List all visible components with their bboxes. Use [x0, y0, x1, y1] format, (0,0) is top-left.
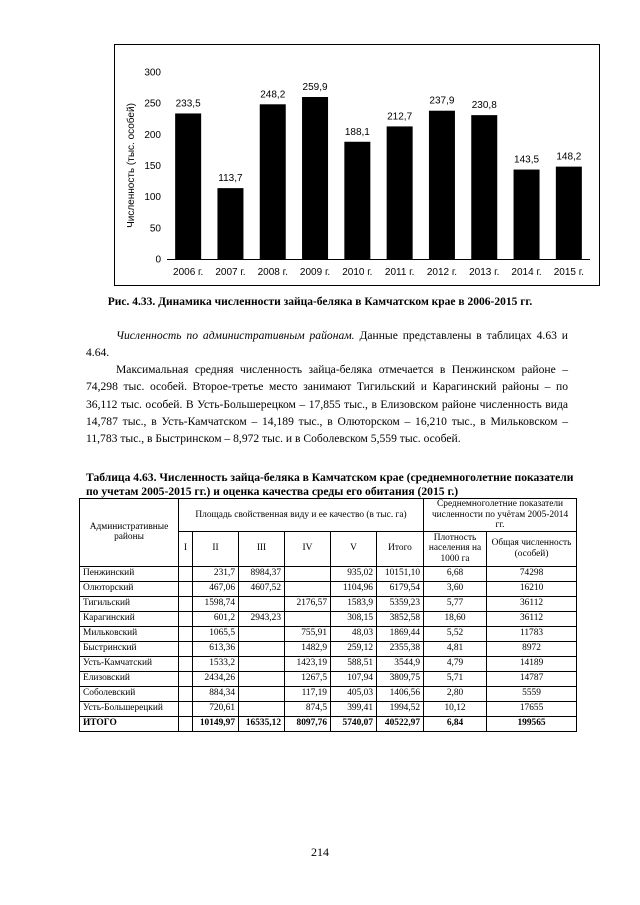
- district-name-cell: Тигильский: [80, 596, 179, 611]
- table-cell: 3809,75: [377, 671, 424, 686]
- table-cell: 17655: [487, 701, 577, 716]
- district-name-cell: Усть-Камчатский: [80, 656, 179, 671]
- table-cell: 1406,56: [377, 686, 424, 701]
- table-cell: 14787: [487, 671, 577, 686]
- table-cell: 74298: [487, 566, 577, 581]
- y-tick-label: 0: [155, 254, 161, 266]
- table-cell: [179, 686, 193, 701]
- table-cell: 1267,5: [285, 671, 331, 686]
- table-cell: [179, 611, 193, 626]
- table-cell: 308,15: [331, 611, 377, 626]
- table-cell: [179, 701, 193, 716]
- y-tick-label: 100: [144, 192, 161, 204]
- table-cell: [179, 626, 193, 641]
- table-cell: [239, 701, 285, 716]
- bar-value-label: 237,9: [429, 95, 455, 107]
- district-name-cell: Пенжинский: [80, 566, 179, 581]
- table-cell: [179, 671, 193, 686]
- table-cell: 6,68: [424, 566, 487, 581]
- table-cell: 36112: [487, 596, 577, 611]
- y-tick-label: 150: [144, 161, 161, 172]
- table-cell: 14189: [487, 656, 577, 671]
- bar-2014: [514, 170, 540, 259]
- table-cell: [239, 626, 285, 641]
- table-cell: 11783: [487, 626, 577, 641]
- bar-2010: [344, 142, 370, 259]
- bar-chart: [115, 45, 601, 287]
- table-cell: [179, 581, 193, 596]
- table-cell: 117,19: [285, 686, 331, 701]
- table-cell: 16535,12: [239, 716, 285, 731]
- table-cell: 4607,52: [239, 581, 285, 596]
- table-cell: 1104,96: [331, 581, 377, 596]
- table-cell: 5359,23: [377, 596, 424, 611]
- table-cell: [179, 716, 193, 731]
- table-cell: 1423,19: [285, 656, 331, 671]
- header-col-total: Итого: [377, 531, 424, 566]
- bar-2009: [302, 97, 328, 259]
- table-total-row: [80, 716, 577, 731]
- bar-value-label: 233,5: [175, 98, 201, 110]
- header-col-2: II: [193, 531, 239, 566]
- table-row: [80, 701, 577, 716]
- table-cell: 1994,52: [377, 701, 424, 716]
- x-tick-label: 2009 г.: [299, 267, 331, 278]
- bar-value-label: 113,7: [218, 173, 243, 185]
- table-row: [80, 671, 577, 686]
- district-name-cell: Быстринский: [80, 641, 179, 656]
- table-row: [80, 686, 577, 701]
- table-cell: 755,91: [285, 626, 331, 641]
- header-col-5: V: [331, 531, 377, 566]
- table-cell: 2943,23: [239, 611, 285, 626]
- table-row: [80, 566, 577, 581]
- x-tick-label: 2013 г.: [469, 267, 500, 278]
- header-population-group: Среднемноголетние показатели численности по учётам 2005-2014 гг.: [424, 499, 577, 532]
- table-cell: [239, 671, 285, 686]
- paragraph-2: [86, 361, 568, 447]
- district-name-cell: Елизовский: [80, 671, 179, 686]
- paragraph-2-text: Максимальная средняя численность зайца-беляка отмечается в Пенжинском районе – 74,298 тыс. особей. Второе-третье место занимают Тигильский и Карагинский районы – по 36,112 тыс. особей. В Усть-Большерецком – 17,855 тыс., в Елизовском районе численность вида 14,787 тыс., в Усть-Камчатском – 14,189 тыс., в Олюторском – 16,210 тыс., в Мильковском – 11,783 тыс., в Быстринском – 8,972 тыс. и в Соболевском 5,559 тыс. особей.: [86, 363, 568, 446]
- table-cell: [285, 581, 331, 596]
- table-row: [80, 656, 577, 671]
- table-cell: 613,36: [193, 641, 239, 656]
- table-cell: 5,71: [424, 671, 487, 686]
- y-tick-label: 50: [149, 223, 161, 235]
- district-name-cell: Усть-Большерецкий: [80, 701, 179, 716]
- table-cell: 720,61: [193, 701, 239, 716]
- table-cell: 231,7: [193, 566, 239, 581]
- bar-value-label: 143,5: [514, 154, 540, 166]
- table-cell: 1065,5: [193, 626, 239, 641]
- table-cell: [285, 566, 331, 581]
- table-cell: 884,34: [193, 686, 239, 701]
- table-cell: 1869,44: [377, 626, 424, 641]
- table-cell: 36112: [487, 611, 577, 626]
- bar-2015: [556, 167, 582, 259]
- x-tick-label: 2008 г.: [257, 267, 288, 278]
- table-cell: [179, 656, 193, 671]
- header-density: Плотность населения на 1000 га: [424, 531, 487, 566]
- bar-value-label: 230,8: [471, 100, 497, 112]
- table-cell: 399,41: [331, 701, 377, 716]
- x-tick-label: 2011 г.: [384, 267, 415, 278]
- table-row: [80, 641, 577, 656]
- district-name-cell: Мильковский: [80, 626, 179, 641]
- district-name-cell: Карагинский: [80, 611, 179, 626]
- chart-frame: [114, 44, 600, 286]
- district-name-cell: ИТОГО: [80, 716, 179, 731]
- page-number: 214: [311, 845, 329, 859]
- x-tick-label: 2015 г.: [553, 267, 584, 278]
- table-cell: 1583,9: [331, 596, 377, 611]
- district-name-cell: Олюторский: [80, 581, 179, 596]
- table-cell: 3,60: [424, 581, 487, 596]
- table-cell: 48,03: [331, 626, 377, 641]
- bar-2013: [471, 115, 497, 259]
- y-axis-title: Численность (тыс. особей): [126, 103, 137, 228]
- table-cell: [179, 596, 193, 611]
- bar-2011: [387, 126, 413, 259]
- table-cell: 2355,38: [377, 641, 424, 656]
- bar-value-label: 248,2: [260, 89, 286, 101]
- table-cell: 3544,9: [377, 656, 424, 671]
- table-row: [80, 626, 577, 641]
- table-cell: 2176,57: [285, 596, 331, 611]
- table-cell: 2434,26: [193, 671, 239, 686]
- table-cell: 1533,2: [193, 656, 239, 671]
- table-cell: 5740,07: [331, 716, 377, 731]
- bar-value-label: 188,1: [344, 126, 370, 138]
- table-cell: 405,03: [331, 686, 377, 701]
- y-tick-label: 200: [144, 129, 161, 141]
- y-tick-label: 250: [144, 98, 161, 110]
- x-tick-label: 2006 г.: [173, 267, 204, 278]
- table-cell: 467,06: [193, 581, 239, 596]
- paragraph-1: [86, 327, 568, 362]
- table-cell: 4,81: [424, 641, 487, 656]
- table-cell: 199565: [487, 716, 577, 731]
- header-col-3: III: [239, 531, 285, 566]
- table-title: Таблица 4.63. Численность зайца-беляка в Камчатском крае (среднемноголетние показатели по учетам 2005-2015 гг.) и оценка качества среды его обитания (2015 г.): [86, 471, 574, 498]
- table-row: [80, 581, 577, 596]
- table-row: [80, 611, 577, 626]
- table-cell: [239, 656, 285, 671]
- table-cell: [285, 611, 331, 626]
- table-cell: 5,52: [424, 626, 487, 641]
- table-cell: [239, 641, 285, 656]
- table-cell: [239, 596, 285, 611]
- table-cell: 8097,76: [285, 716, 331, 731]
- paragraph-1-lead: Численность по административным районам.: [116, 329, 355, 342]
- table-cell: 8984,37: [239, 566, 285, 581]
- table-cell: 601,2: [193, 611, 239, 626]
- table-cell: 107,94: [331, 671, 377, 686]
- table-cell: 874,5: [285, 701, 331, 716]
- table-cell: 8972: [487, 641, 577, 656]
- header-col-4: IV: [285, 531, 331, 566]
- table-cell: 3852,58: [377, 611, 424, 626]
- bar-value-label: 259,9: [302, 81, 328, 93]
- x-tick-label: 2007 г.: [215, 267, 246, 278]
- population-table: [79, 498, 577, 732]
- header-area-group: Площадь свойственная виду и ее качество (в тыс. га): [179, 499, 424, 532]
- x-tick-label: 2014 г.: [511, 267, 542, 278]
- table-cell: 6,84: [424, 716, 487, 731]
- district-name-cell: Соболевский: [80, 686, 179, 701]
- figure-caption: Рис. 4.33. Динамика численности зайца-беляка в Камчатском крае в 2006-2015 гг.: [107, 296, 533, 308]
- table-cell: 6179,54: [377, 581, 424, 596]
- table-cell: [239, 686, 285, 701]
- x-tick-label: 2010 г.: [342, 267, 373, 278]
- table-cell: 4,79: [424, 656, 487, 671]
- header-total-population: Общая численность (особей): [487, 531, 577, 566]
- table-cell: 2,80: [424, 686, 487, 701]
- paragraph-1-rest: Данные представлены в таблицах 4.63 и 4.64.: [86, 329, 569, 360]
- table-cell: 5,77: [424, 596, 487, 611]
- table-cell: 1482,9: [285, 641, 331, 656]
- bar-2007: [217, 188, 243, 259]
- table-cell: 935,02: [331, 566, 377, 581]
- table-cell: 40522,97: [377, 716, 424, 731]
- table-cell: 1598,74: [193, 596, 239, 611]
- table-cell: 10149,97: [193, 716, 239, 731]
- table-cell: [179, 641, 193, 656]
- bar-value-label: 148,2: [556, 151, 582, 163]
- table-cell: 10,12: [424, 701, 487, 716]
- table-row: [80, 596, 577, 611]
- bar-2006: [175, 113, 201, 259]
- header-col-1: I: [179, 531, 193, 566]
- bar-2012: [429, 111, 455, 259]
- x-tick-label: 2012 г.: [426, 267, 458, 278]
- table-cell: [179, 566, 193, 581]
- header-district: Административные районы: [80, 499, 179, 567]
- y-tick-label: 300: [144, 67, 161, 79]
- table-cell: 259,12: [331, 641, 377, 656]
- bar-2008: [260, 104, 286, 259]
- table-cell: 18,60: [424, 611, 487, 626]
- table-cell: 5559: [487, 686, 577, 701]
- table-cell: 10151,10: [377, 566, 424, 581]
- table-cell: 588,51: [331, 656, 377, 671]
- bar-value-label: 212,7: [387, 111, 413, 123]
- table-cell: 16210: [487, 581, 577, 596]
